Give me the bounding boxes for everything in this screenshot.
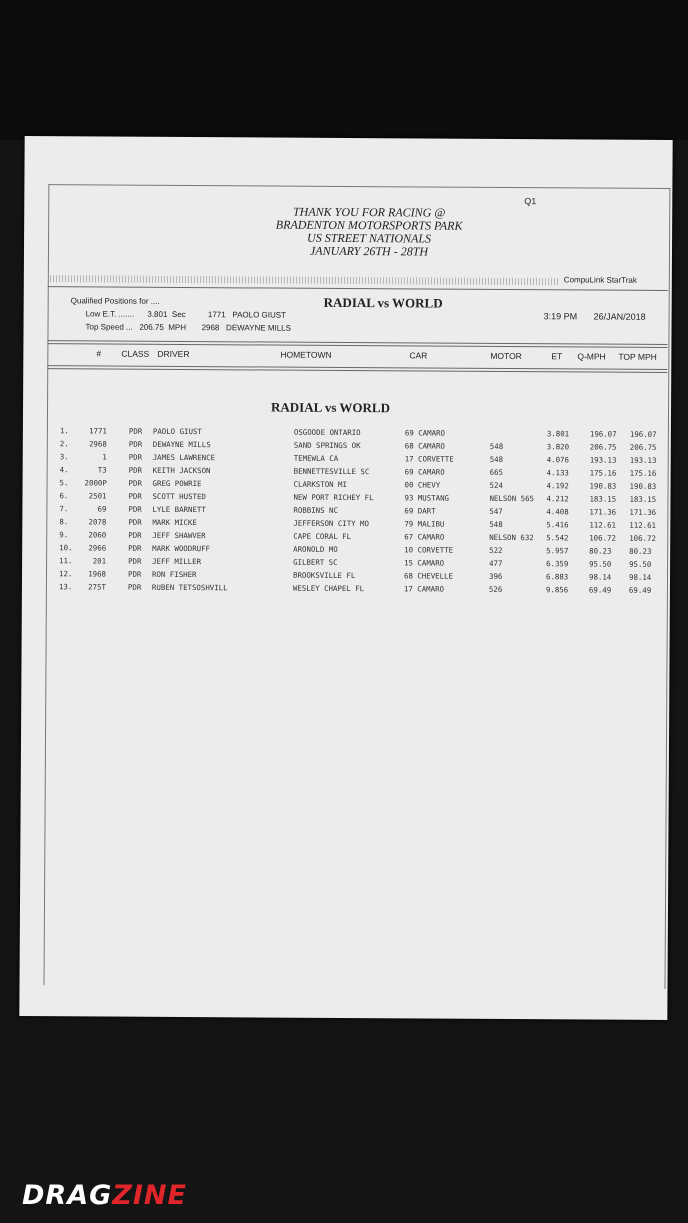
results-sheet: [19, 136, 672, 1020]
cell-num: 275T: [88, 582, 106, 592]
cell-qmph: 80.23: [589, 546, 612, 556]
cell-cls: PDR: [128, 478, 142, 488]
cell-motor: NELSON 632: [489, 532, 534, 543]
cell-motor: 548: [489, 519, 503, 529]
cell-num: 2000P: [84, 478, 107, 488]
cell-qmph: 106.72: [589, 533, 616, 543]
col-header-qmph: Q-MPH: [577, 351, 606, 362]
col-header-top-mph: TOP MPH: [618, 351, 657, 362]
cell-top: 193.13: [629, 455, 657, 465]
qualifying-round-label: Q1: [524, 196, 537, 207]
low-et-line: Low E.T. ....... 3.801 Sec 1771 PAOLO GIUST: [85, 309, 287, 320]
col-header-motor: MOTOR: [490, 350, 522, 362]
event-title-block: [184, 205, 554, 259]
dragzine-logo: [22, 1180, 187, 1211]
cell-pos: 12.: [58, 569, 73, 579]
cell-cls: PDR: [128, 439, 143, 449]
cell-cls: PDR: [128, 543, 142, 553]
cell-hometown: WESLEY CHAPEL FL: [292, 583, 365, 594]
cell-cls: PDR: [127, 569, 142, 579]
class-name: RADIAL vs WORLD: [323, 294, 443, 311]
cell-car: 69 CAMARO: [404, 467, 445, 477]
cell-pos: 9.: [59, 530, 69, 540]
cell-car: 68 CHEVELLE: [403, 571, 453, 581]
cell-top: 171.36: [629, 507, 657, 517]
cell-motor: 665: [489, 467, 504, 477]
top-speed-line: Top Speed ... 206.75 MPH 2968 DEWAYNE MILLS: [85, 322, 291, 333]
cell-top: 190.83: [629, 481, 657, 491]
cell-et: 4.408: [546, 507, 569, 517]
cell-et: 3.801: [546, 429, 570, 439]
cell-qmph: 183.15: [589, 494, 617, 504]
cell-pos: 6.: [59, 491, 69, 501]
cell-top: 80.23: [629, 546, 652, 556]
cell-pos: 3.: [59, 452, 69, 462]
cell-motor: 547: [489, 506, 503, 516]
cell-top: 69.49: [628, 585, 652, 595]
cell-car: 00 CHEVY: [404, 480, 441, 490]
cell-qmph: 171.36: [589, 507, 617, 517]
cell-motor: 548: [489, 454, 504, 464]
cell-driver: JAMES LAWRENCE: [152, 452, 216, 463]
print-time: 3:19 PM: [543, 311, 578, 322]
cell-pos: 11.: [59, 556, 73, 566]
cell-driver: JEFF SHAWVER: [152, 530, 206, 541]
cell-et: 3.820: [546, 442, 570, 452]
cell-hometown: SAND SPRINGS OK: [293, 440, 361, 451]
cell-qmph: 190.83: [589, 481, 617, 491]
cell-cls: PDR: [128, 491, 142, 501]
cell-top: 95.50: [629, 559, 652, 569]
cell-car: 67 CAMARO: [404, 532, 445, 542]
col-header-num: #: [96, 348, 102, 359]
col-header-et: ET: [551, 351, 563, 362]
cell-car: 69 DART: [404, 506, 436, 516]
cell-car: 17 CORVETTE: [404, 454, 454, 464]
cell-hometown: OSGOODE ONTARIO: [293, 427, 361, 438]
cell-driver: DEWAYNE MILLS: [152, 439, 211, 450]
cell-driver: GREG POWRIE: [152, 478, 202, 489]
cell-qmph: 98.14: [588, 572, 612, 582]
cell-driver: PAOLO GIUST: [152, 426, 202, 437]
cell-motor: 548: [489, 441, 504, 451]
cell-driver: JEFF MILLER: [152, 556, 202, 567]
cell-num: 2060: [88, 530, 107, 540]
cell-qmph: 206.75: [589, 442, 617, 452]
cell-hometown: BENNETTESVILLE SC: [293, 466, 370, 477]
cell-pos: 8.: [59, 517, 69, 527]
cell-et: 4.133: [546, 468, 569, 478]
cell-driver: RON FISHER: [151, 569, 197, 580]
cell-top: 106.72: [629, 533, 656, 543]
qualified-positions-label: Qualified Positions for ....: [70, 296, 160, 306]
cell-top: 206.75: [629, 442, 657, 452]
cell-top: 98.14: [628, 572, 652, 582]
cell-et: 5.542: [546, 533, 569, 543]
cell-num: 1: [102, 452, 107, 462]
cell-cls: PDR: [128, 452, 143, 462]
title-line-3: US STREET NATIONALS: [307, 230, 432, 246]
cell-num: 1771: [89, 426, 107, 436]
cell-car: 79 MALIBU: [404, 519, 445, 529]
cell-pos: 10.: [59, 543, 73, 553]
logo-drag: DRAG: [22, 1180, 113, 1211]
col-header-hometown: HOMETOWN: [280, 349, 332, 360]
cell-hometown: JEFFERSON CITY MO: [293, 518, 370, 529]
cell-driver: MARK MICKE: [152, 517, 197, 528]
cell-pos: 2.: [59, 439, 69, 449]
background-top: [0, 0, 688, 140]
timing-system-label: CompuLink StarTrak: [563, 275, 637, 285]
cell-et: 5.416: [546, 520, 569, 530]
cell-top: 183.15: [629, 494, 657, 504]
cell-driver: SCOTT HUSTED: [152, 491, 206, 502]
cell-driver: KEITH JACKSON: [152, 465, 211, 476]
cell-pos: 1.: [59, 426, 69, 436]
print-date: 26/JAN/2018: [593, 311, 646, 322]
cell-hometown: CLARKSTON MI: [293, 479, 348, 490]
col-header-car: CAR: [409, 350, 428, 361]
title-line-2: BRADENTON MOTORSPORTS PARK: [275, 217, 463, 233]
cell-car: 15 CAMARO: [404, 558, 445, 568]
cell-et: 6.883: [545, 572, 569, 582]
cell-et: 5.957: [546, 546, 569, 556]
cell-hometown: ARONOLD MO: [293, 544, 338, 554]
col-header-class: CLASS: [121, 348, 150, 359]
cell-num: 2078: [88, 517, 107, 527]
cell-driver: LYLE BARNETT: [152, 504, 206, 515]
cell-pos: 13.: [58, 582, 73, 592]
cell-num: 2968: [88, 439, 107, 449]
cell-cls: PDR: [128, 504, 142, 514]
cell-motor: 526: [488, 584, 503, 594]
cell-car: 69 CAMARO: [404, 428, 445, 438]
cell-driver: RUBEN TETSOSHVILL: [151, 582, 228, 593]
cell-motor: 396: [488, 571, 503, 581]
cell-car: 68 CAMARO: [404, 441, 445, 451]
cell-qmph: 175.16: [589, 468, 617, 478]
cell-motor: 477: [489, 558, 503, 568]
results-table: [22, 426, 671, 599]
cell-cls: PDR: [128, 530, 142, 540]
cell-pos: 5.: [59, 478, 69, 488]
cell-cls: PDR: [128, 517, 142, 527]
cell-hometown: NEW PORT RICHEY FL: [293, 492, 374, 503]
cell-et: 4.192: [546, 481, 569, 491]
cell-hometown: CAPE CORAL FL: [293, 531, 352, 542]
cell-hometown: TEMEWLA CA: [293, 453, 339, 463]
cell-cls: PDR: [128, 465, 143, 475]
cell-motor: NELSON 565: [489, 493, 535, 504]
cell-num: 69: [97, 504, 107, 514]
logo-zine: ZINE: [112, 1180, 187, 1211]
cell-hometown: GILBERT SC: [293, 557, 338, 567]
cell-qmph: 95.50: [589, 559, 612, 569]
cell-qmph: 69.49: [588, 585, 612, 595]
cell-cls: PDR: [128, 556, 142, 566]
cell-num: 1968: [88, 569, 107, 579]
title-line-4: JANUARY 26TH - 28TH: [309, 243, 429, 259]
cell-top: 196.07: [629, 429, 657, 439]
cell-pos: 7.: [59, 504, 69, 514]
cell-car: 17 CAMARO: [403, 584, 445, 594]
cell-et: 6.359: [546, 559, 569, 569]
cell-et: 4.212: [546, 494, 569, 504]
cell-motor: 522: [489, 545, 503, 555]
cell-hometown: ROBBINS NC: [293, 505, 338, 515]
cell-top: 175.16: [629, 468, 657, 478]
cell-et: 9.856: [545, 585, 569, 595]
cell-et: 4.076: [546, 455, 570, 465]
cell-driver: MARK WOODRUFF: [152, 543, 211, 554]
results-section-title: RADIAL vs WORLD: [270, 399, 391, 416]
cell-pos: 4.: [59, 465, 69, 475]
cell-num: 2966: [88, 543, 107, 553]
cell-cls: PDR: [127, 582, 142, 592]
cell-num: 2501: [88, 491, 107, 501]
cell-motor: 524: [489, 480, 503, 490]
cell-num: 201: [92, 556, 107, 566]
cell-cls: PDR: [128, 426, 143, 436]
cell-top: 112.61: [629, 520, 657, 530]
cell-qmph: 196.07: [589, 429, 617, 439]
cell-qmph: 193.13: [589, 455, 617, 465]
col-header-driver: DRIVER: [157, 348, 190, 360]
cell-num: T3: [97, 465, 107, 475]
cell-qmph: 112.61: [589, 520, 617, 530]
cell-car: 10 CORVETTE: [404, 545, 454, 555]
cell-car: 93 MUSTANG: [404, 493, 450, 503]
cell-hometown: BROOKSVILLE FL: [292, 570, 356, 581]
title-line-1: THANK YOU FOR RACING @: [292, 204, 446, 220]
